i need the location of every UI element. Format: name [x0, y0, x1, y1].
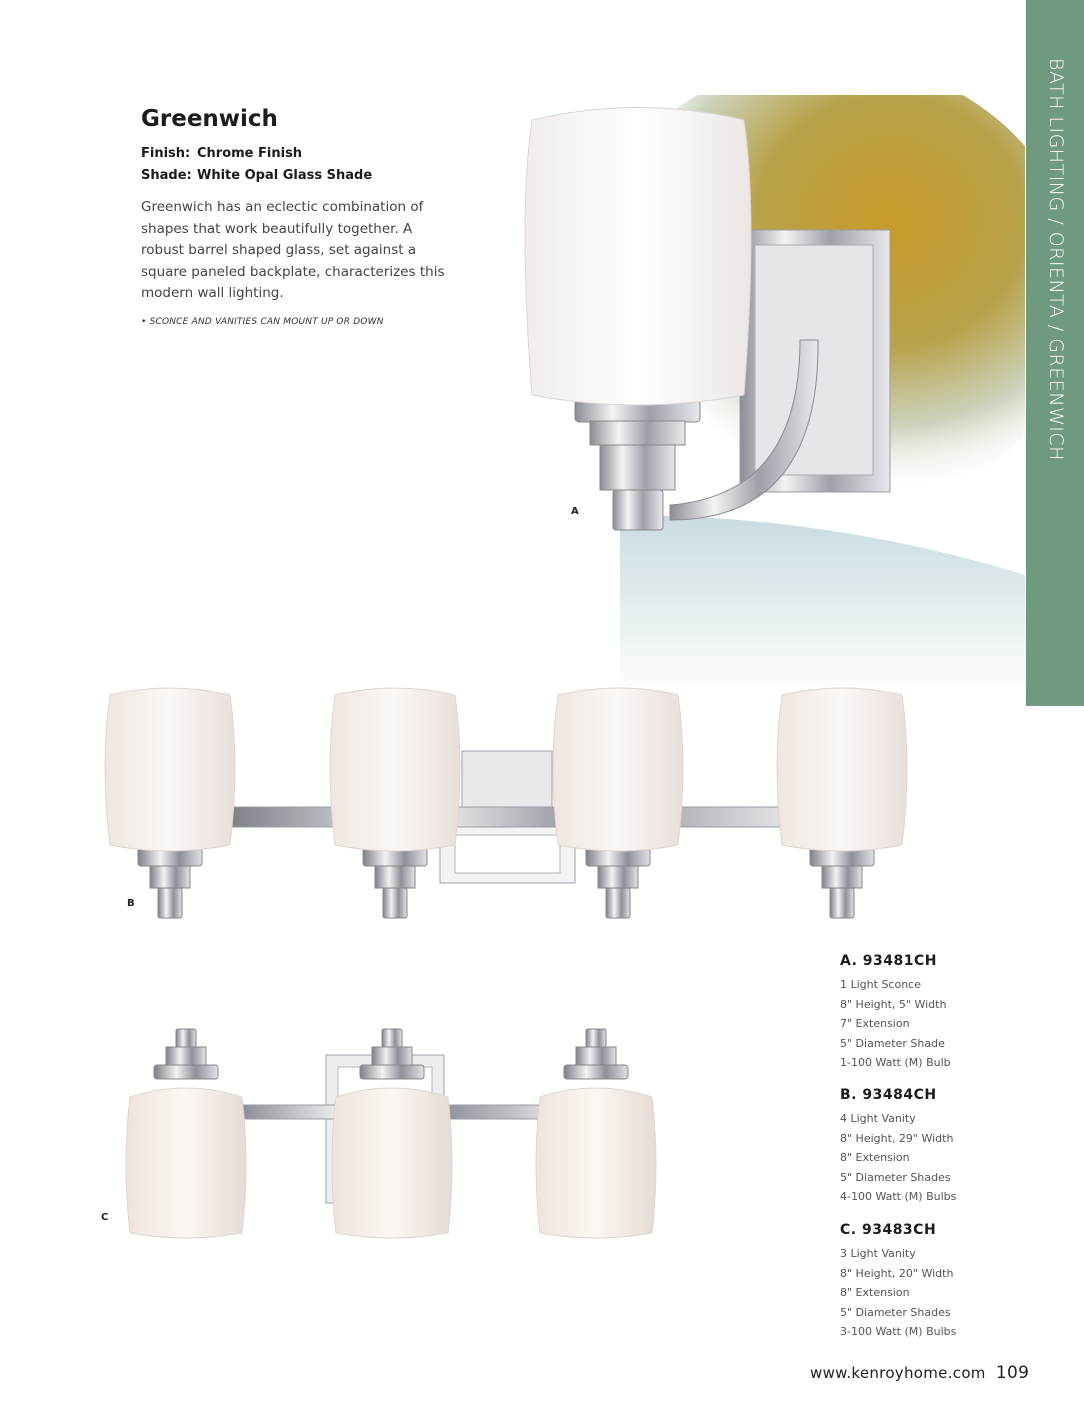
- photo-label-a: A: [571, 506, 579, 517]
- spec-line: 5" Diameter Shades: [840, 1170, 951, 1184]
- spec-line: 5" Diameter Shades: [840, 1305, 951, 1319]
- photo-label-c: C: [101, 1212, 109, 1223]
- section-side-tab-text: BATH LIGHTING / ORIENTA / GREENWICH: [1045, 58, 1067, 461]
- product-spec-c: [840, 1222, 1020, 1342]
- spec-line: 7" Extension: [840, 1017, 910, 1030]
- four-light-vanity-photo: [100, 685, 915, 925]
- mounting-note: • SCONCE AND VANITIES CAN MOUNT UP OR DOWN: [141, 317, 384, 327]
- collection-title: Greenwich: [141, 106, 278, 132]
- spec-line: 8" Extension: [840, 1151, 910, 1164]
- finish-spec: [141, 146, 302, 161]
- spec-line: 8" Height, 29" Width: [840, 1131, 954, 1145]
- page-footer: [810, 1363, 1029, 1383]
- product-spec-a: [840, 953, 1020, 1073]
- finish-value: Chrome Finish: [197, 146, 303, 161]
- product-code: B. 93484CH: [840, 1087, 937, 1103]
- spec-line: 4-100 Watt (M) Bulbs: [840, 1190, 957, 1203]
- spec-line: 8" Height, 5" Width: [840, 997, 947, 1011]
- product-code: C. 93483CH: [840, 1222, 937, 1238]
- shade-label: Shade:: [141, 168, 192, 183]
- product-code: A. 93481CH: [840, 953, 937, 969]
- spec-line: 8" Extension: [840, 1286, 910, 1299]
- shade-value: White Opal Glass Shade: [197, 168, 373, 183]
- spec-line: 8" Height, 20" Width: [840, 1266, 954, 1280]
- section-side-tab: [1026, 0, 1084, 706]
- spec-line: 1-100 Watt (M) Bulb: [840, 1056, 951, 1069]
- spec-line: 1 Light Sconce: [840, 978, 921, 991]
- spec-line: 4 Light Vanity: [840, 1112, 916, 1125]
- page-number: 109: [995, 1363, 1030, 1383]
- shade-spec: [141, 168, 372, 183]
- three-light-vanity-photo: [118, 1025, 658, 1245]
- product-spec-b: [840, 1087, 1020, 1207]
- collection-description: Greenwich has an eclectic combination of shapes that work beautifully together. A robust barrel shaped glass, set against a square paneled backplate, characterizes this modern wall lighting.: [141, 199, 445, 301]
- spec-line: 3 Light Vanity: [840, 1247, 916, 1260]
- sconce-photo: [500, 95, 1025, 700]
- website-url: www.kenroyhome.com: [810, 1364, 986, 1382]
- photo-label-b: B: [127, 898, 135, 909]
- finish-label: Finish:: [141, 146, 191, 161]
- spec-line: 3-100 Watt (M) Bulbs: [840, 1325, 957, 1338]
- spec-line: 5" Diameter Shade: [840, 1036, 945, 1050]
